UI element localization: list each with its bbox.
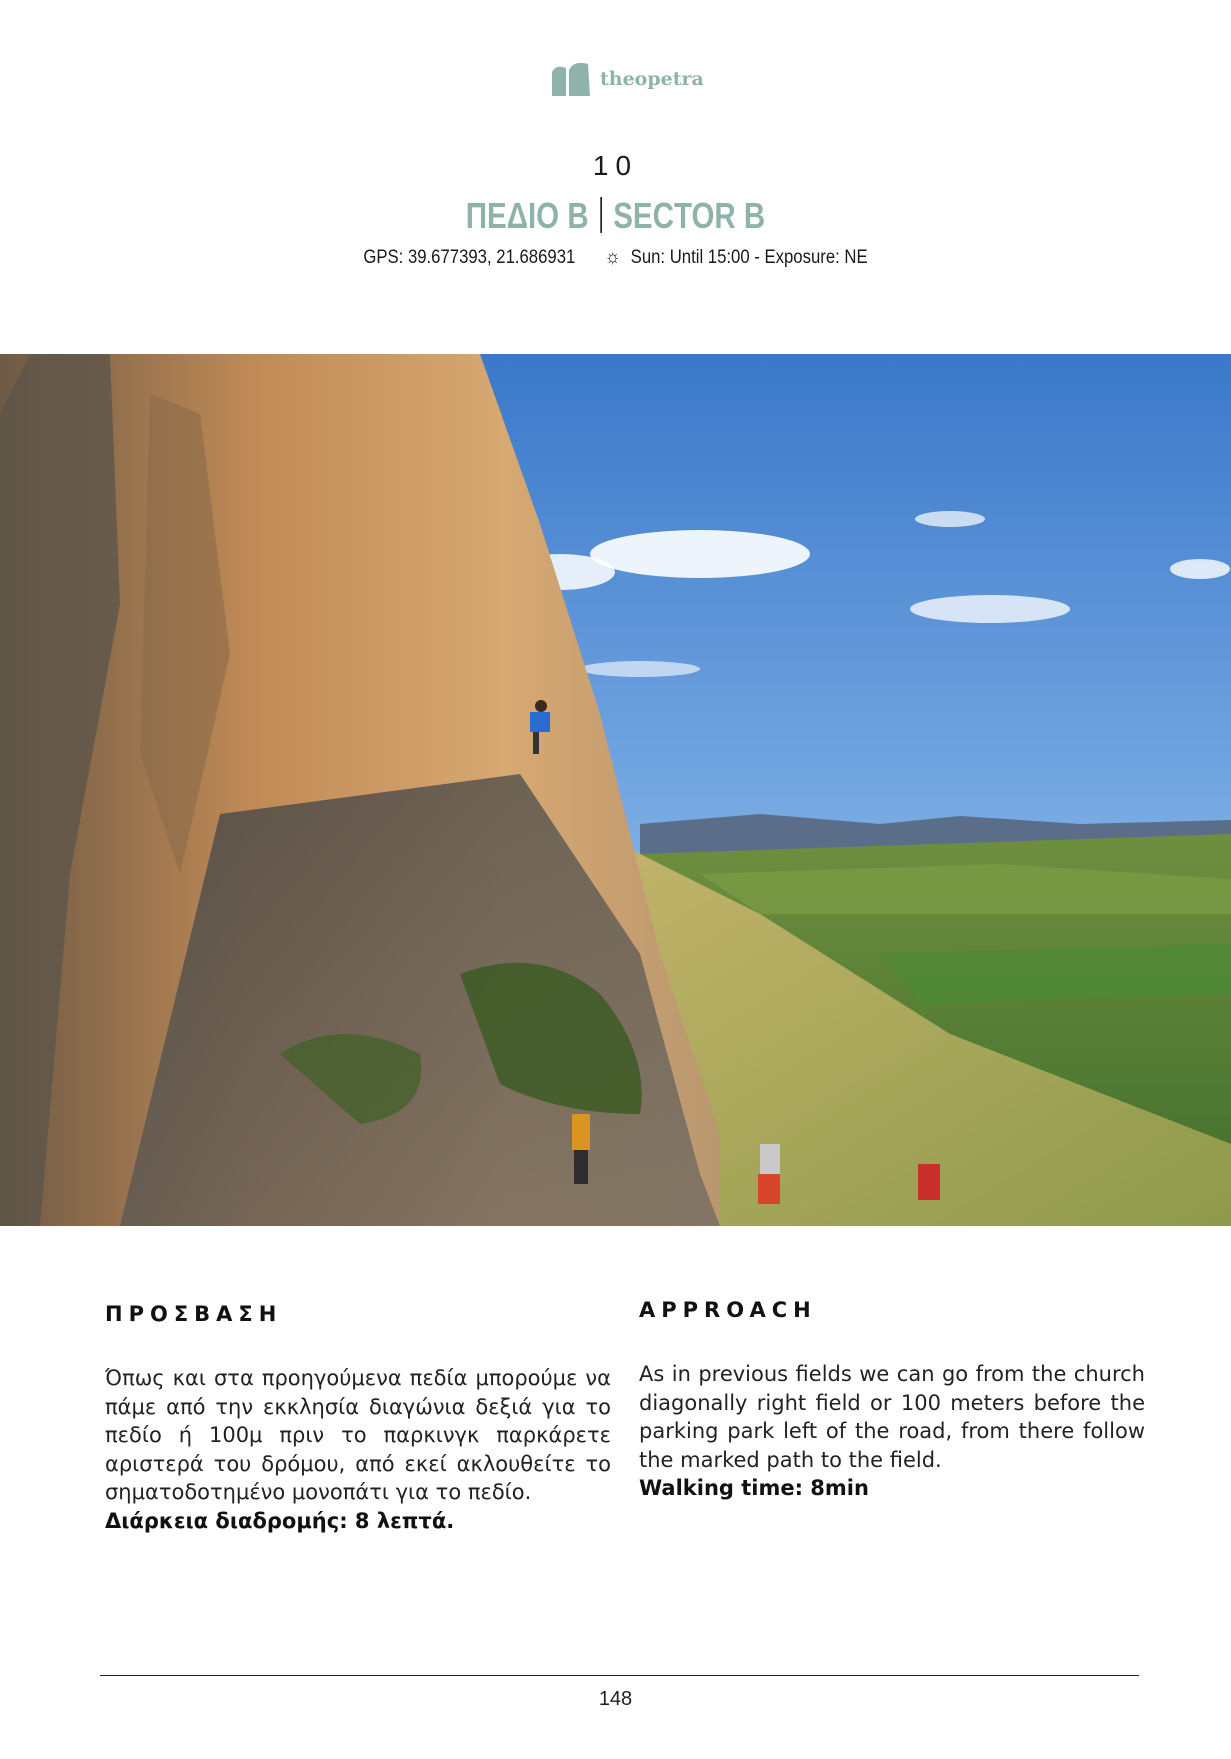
- approach-text-english: As in previous fields we can go from the church diagonally right field or 100 meters before the parking park left of the road, from there follow the marked path to the field.: [639, 1362, 1145, 1472]
- sector-title-greek: ΠΕΔΙΟ Β: [465, 195, 589, 236]
- sector-number: 10: [592, 150, 639, 181]
- footer-divider: [100, 1675, 1139, 1676]
- approach-text-greek: Όπως και στα προηγούμενα πεδία μπορούμε να πάμε από την εκκλησία διαγώνια δεξιά για το πεδίο ή 100μ πριν το παρκινγκ παρκάρετε αριστερά του δρόμου, από εκεί ακλουθείτε το σηματοδοτημένο μονοπάτι για το πεδίο.: [105, 1366, 611, 1504]
- sector-title-english: SECTOR B: [613, 195, 766, 236]
- approach-greek-column: [105, 1302, 611, 1535]
- approach-english-column: [639, 1298, 1145, 1503]
- approach-heading-greek: ΠΡΟΣΒΑΣΗ: [105, 1302, 283, 1326]
- theopetra-logo: [552, 62, 704, 96]
- walking-time-english: Walking time: 8min: [639, 1476, 869, 1500]
- sector-title: [111, 195, 1120, 237]
- theopetra-rock-mark-icon: [552, 62, 590, 96]
- title-separator: [600, 197, 602, 233]
- sector-meta: [74, 246, 1157, 269]
- walking-time-greek: Διάρκεια διαδρομής: 8 λεπτά.: [105, 1508, 455, 1533]
- page-number: 148: [598, 1688, 633, 1710]
- sun-exposure: Sun: Until 15:00 - Exposure: NE: [630, 247, 868, 268]
- sun-icon: ☼: [604, 246, 621, 268]
- climbing-cliff-photo: [0, 354, 1231, 1226]
- approach-heading-english: APPROACH: [639, 1298, 817, 1322]
- logo-text: theopetra: [600, 68, 704, 90]
- gps-coordinates: GPS: 39.677393, 21.686931: [363, 247, 576, 268]
